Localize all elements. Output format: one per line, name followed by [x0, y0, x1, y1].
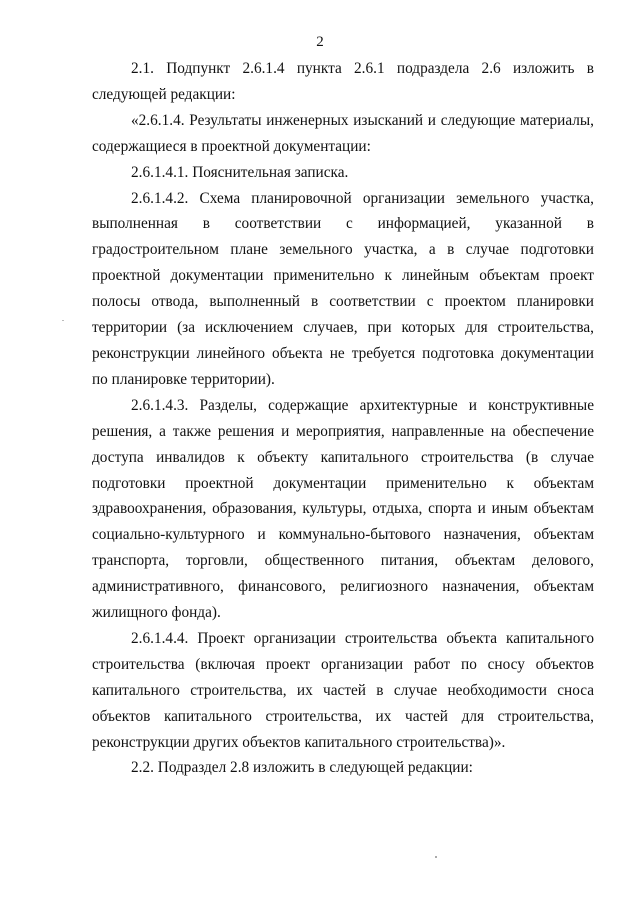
- paragraph-2-1: 2.1. Подпункт 2.6.1.4 пункта 2.6.1 подраздела 2.6 изложить в следующей редакции:: [92, 60, 594, 103]
- scan-speck: [62, 320, 64, 321]
- document-body: [92, 56, 594, 781]
- paragraph-2-6-1-4-2: 2.6.1.4.2. Схема планировочной организации земельного участка, выполненная в соответствии с информацией, указанной в градостроительном плане земельного участка, а в случае подготовки проектной документации применительно к линейным объектам проект полосы отвода, выполненный в соответствии с проектом планировки территории (за исключением случаев, при которых для строительства, реконструкции линейного объекта не требуется подготовка документации по планировке территории).: [92, 189, 594, 388]
- paragraph-2-6-1-4-3: 2.6.1.4.3. Разделы, содержащие архитектурные и конструктивные решения, а также решения и мероприятия, направленные на обеспечение доступа инвалидов к объекту капитального строительства (в случае подготовки проектной документации применительно к объектам здравоохранения, образования, культуры, отдыха, спорта и иным объектам социально-культурного и коммунально-бытового назначения, объектам транспорта, торговли, общественного питания, объектам делового, административного, финансового, религиозного назначения, объектам жилищного фонда).: [92, 396, 594, 622]
- paragraph-2-6-1-4: «2.6.1.4. Результаты инженерных изысканий и следующие материалы, содержащиеся в проектной документации:: [92, 111, 594, 155]
- paragraph-2-6-1-4-1: 2.6.1.4.1. Пояснительная записка.: [131, 163, 349, 181]
- paragraph-2-2: 2.2. Подраздел 2.8 изложить в следующей редакции:: [131, 759, 473, 777]
- scan-speck: [435, 856, 437, 858]
- paragraph-2-6-1-4-4: 2.6.1.4.4. Проект организации строительства объекта капитального строительства (включая проект организации работ по сносу объектов капитального строительства, их частей в случае необходимости сноса объектов капитального строительства, их частей для строительства, реконструкции других объектов капитального строительства)».: [92, 629, 594, 751]
- page-number: 2: [316, 34, 324, 50]
